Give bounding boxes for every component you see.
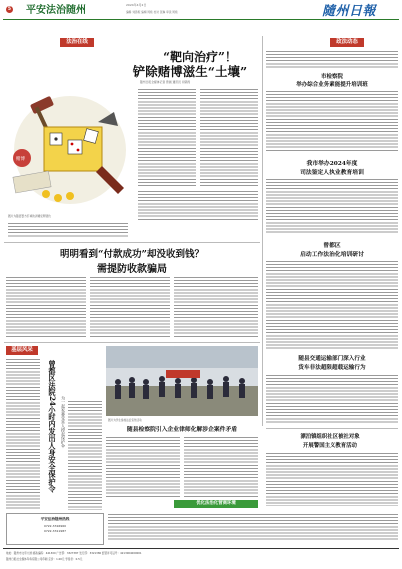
lead-body-c xyxy=(138,190,258,220)
divider-news-5 xyxy=(266,428,398,429)
lead-body-d xyxy=(8,222,128,238)
fraud-title-1: 明明看到“付款成功”却没收到钱？ xyxy=(60,249,204,260)
news-1-title-1: 市检察院 xyxy=(320,74,343,80)
tag-law-online: 法治在线 xyxy=(60,38,94,47)
hotline-box xyxy=(6,513,104,545)
fraud-body-b xyxy=(90,276,170,338)
gambling-illustration xyxy=(6,82,134,212)
news-3-title-1: 曾都区 xyxy=(323,243,341,249)
news-4-title-2: 货车非法超限超载运输行为 xyxy=(298,365,366,371)
news-2-title-1: 我市举办2024年度 xyxy=(306,161,358,167)
masthead xyxy=(0,0,402,32)
news-1-body xyxy=(266,90,398,152)
students-photo-caption: 图片为学生参加法治宣传活动 xyxy=(108,419,142,422)
footer-rule xyxy=(3,548,399,549)
hotline-number-1: 0722-3316960 xyxy=(43,524,67,528)
students-photo xyxy=(106,346,258,416)
feature-subtitle: 为一起家暴受害人撑起保护伞 xyxy=(61,396,66,448)
divider-grassroots xyxy=(4,342,260,343)
feature-body-a xyxy=(6,358,40,510)
news-5-title-1: 漂泊镇组织社区被社对象 xyxy=(300,434,360,440)
news-body-0 xyxy=(266,50,398,68)
tag-politics-news: 政法动态 xyxy=(330,38,364,47)
svg-text:赌博: 赌博 xyxy=(16,157,25,162)
news-2-title-2: 司法鉴定人执业教育培训 xyxy=(300,170,364,176)
news-1-title-2: 举办综合业务素能提升培训班 xyxy=(296,82,368,88)
lead-byline: 随州日报全媒体记者 曾晨 通讯员 何锦涛 xyxy=(140,80,191,84)
news-3-body xyxy=(266,260,398,350)
lead-photo-caption: 图片为随县警方打掉的涉赌犯罪团伙 xyxy=(8,214,51,218)
section-title: 平安法治随州 xyxy=(26,5,86,16)
lead-title-2: 铲除赌博滋生“土壤” xyxy=(132,64,248,79)
newspaper-logo: 隨州日報 xyxy=(322,4,377,19)
lead-title-1: “靶向治疗”！ xyxy=(163,50,237,64)
col-divider-right xyxy=(262,36,263,426)
news-2-body xyxy=(266,178,398,234)
news-5-title-2: 开展警国主义教育活动 xyxy=(303,443,357,449)
footer-row-2: 随州日报社全媒体印务有限公司印刷 定价：1.00元 零售价：0.5元 xyxy=(6,558,83,561)
divider-fraud xyxy=(4,242,260,243)
optimize-banner: 优化法治化营商环境 xyxy=(174,500,258,508)
enterprise-body-a xyxy=(106,436,180,498)
date-line: 2024年4月2日 xyxy=(126,3,147,7)
fraud-title-2: 需提防收款骗局 xyxy=(97,264,167,275)
page-number: 5 xyxy=(7,7,12,12)
news-3-title-2: 启动工作法治化培训研讨 xyxy=(300,252,364,258)
notice-body xyxy=(108,513,398,541)
hotline-number-2: 0722-3311987 xyxy=(43,529,67,533)
news-5-body xyxy=(266,452,398,506)
enterprise-title: 随县检察院引入企业律师化解涉企案件矛盾 xyxy=(126,427,238,433)
hotline-title: 平安法治随州热线 xyxy=(40,517,70,521)
news-4-body xyxy=(266,374,398,424)
tag-grassroots: 基层风采 xyxy=(6,346,38,355)
editors-line: 编辑 刘思妮 编辑 周艳 校对 张琳 审读 周艳 xyxy=(126,10,178,14)
lead-body-b xyxy=(200,88,258,188)
feature-title: 曾都区法院24小时内发出人身安全保护令 xyxy=(48,360,57,493)
enterprise-body-b xyxy=(184,436,258,498)
header-rule xyxy=(3,19,399,20)
fraud-body-c xyxy=(174,276,258,338)
footer-row-1: 地址：随州市文帝大道 邮政编码：441300 广告部：3327387 发行部：3321380 经营许可证号：4213004000001 xyxy=(6,552,142,555)
feature-body-b xyxy=(68,400,102,510)
lead-body-a xyxy=(138,88,196,188)
news-4-title-1: 随县交通运输部门深入行业 xyxy=(298,356,366,362)
fraud-body-a xyxy=(6,276,86,338)
